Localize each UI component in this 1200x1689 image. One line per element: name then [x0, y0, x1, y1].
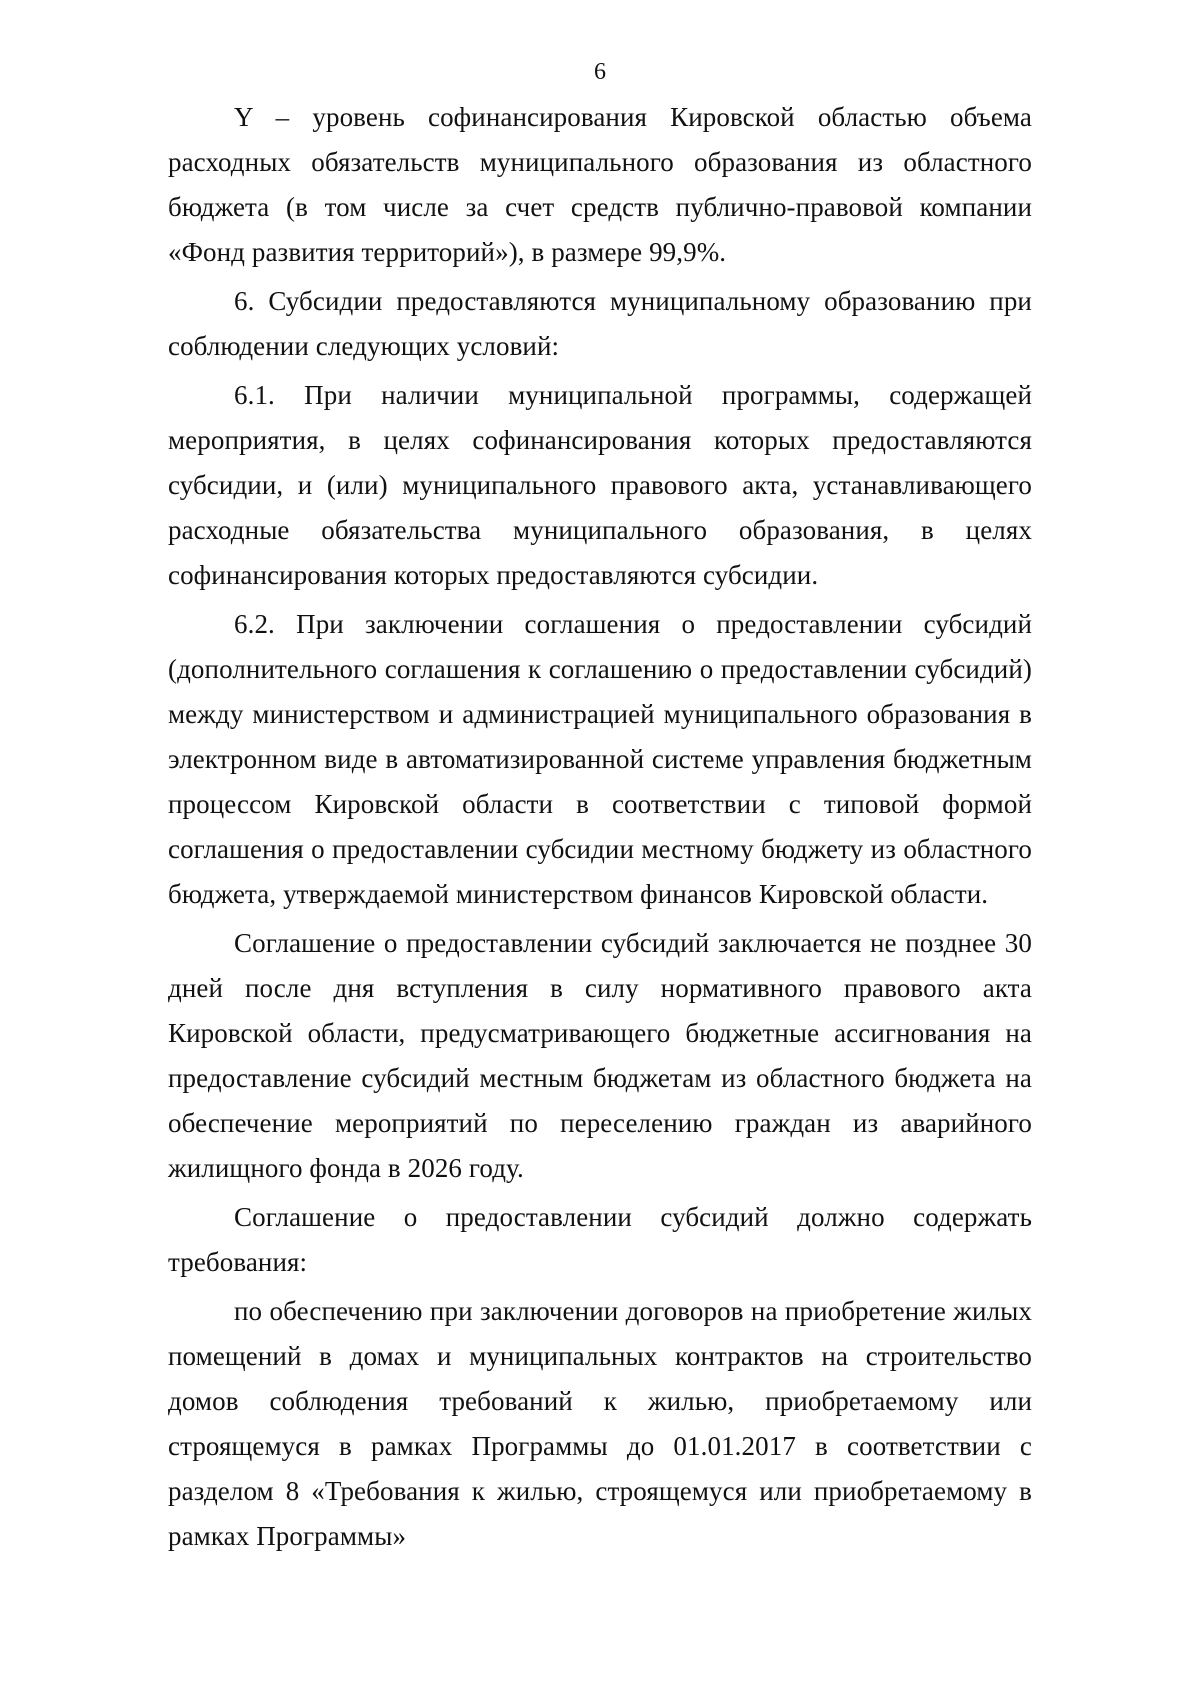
- paragraph-6-1: 6.1. При наличии муниципальной программы, содержащей мероприятия, в целях софинансирования которых предоставляются субсидии, и (или) муниципального правового акта, устанавливающего расходные обязательства муниципального образования, в целях софинансирования которых предоставляются субсидии.: [168, 380, 1032, 590]
- paragraph-housing-requirements: по обеспечению при заключении договоров на приобретение жилых помещений в домах и муниципальных контрактов на строительство домов соблюдения требований к жилью, приобретаемому или строящемуся в рамках Программы до 01.01.2017 в соответствии с разделом 8 «Требования к жилью, строящемуся или приобретаемому в рамках Программы»: [168, 1296, 1032, 1551]
- paragraph-agreement-deadline: Соглашение о предоставлении субсидий заключается не позднее 30 дней после дня вступления в силу нормативного правового акта Кировской области, предусматривающего бюджетные ассигнования на предоставление субсидий местным бюджетам из областного бюджета на обеспечение мероприятий по переселению граждан из аварийного жилищного фонда в 2026 году.: [168, 928, 1032, 1183]
- page-number: 6: [594, 59, 606, 85]
- paragraph-6-2: 6.2. При заключении соглашения о предоставлении субсидий (дополнительного соглашения к соглашению о предоставлении субсидий) между министерством и администрацией муниципального образования в электронном виде в автоматизированной системе управления бюджетным процессом Кировской области в соответствии с типовой формой соглашения о предоставлении субсидии местному бюджету из областного бюджета, утверждаемой министерством финансов Кировской области.: [168, 609, 1032, 909]
- paragraph-6-conditions: 6. Субсидии предоставляются муниципальному образованию при соблюдении следующих условий:: [168, 286, 1032, 361]
- document-body: [168, 95, 1032, 1563]
- paragraph-agreement-requirements: Соглашение о предоставлении субсидий должно содержать требования:: [168, 1202, 1032, 1277]
- paragraph-cofinancing-level: Y – уровень софинансирования Кировской областью объема расходных обязательств муниципального образования из областного бюджета (в том числе за счет средств публично-правовой компании «Фонд развития территорий»), в размере 99,9%.: [168, 102, 1032, 267]
